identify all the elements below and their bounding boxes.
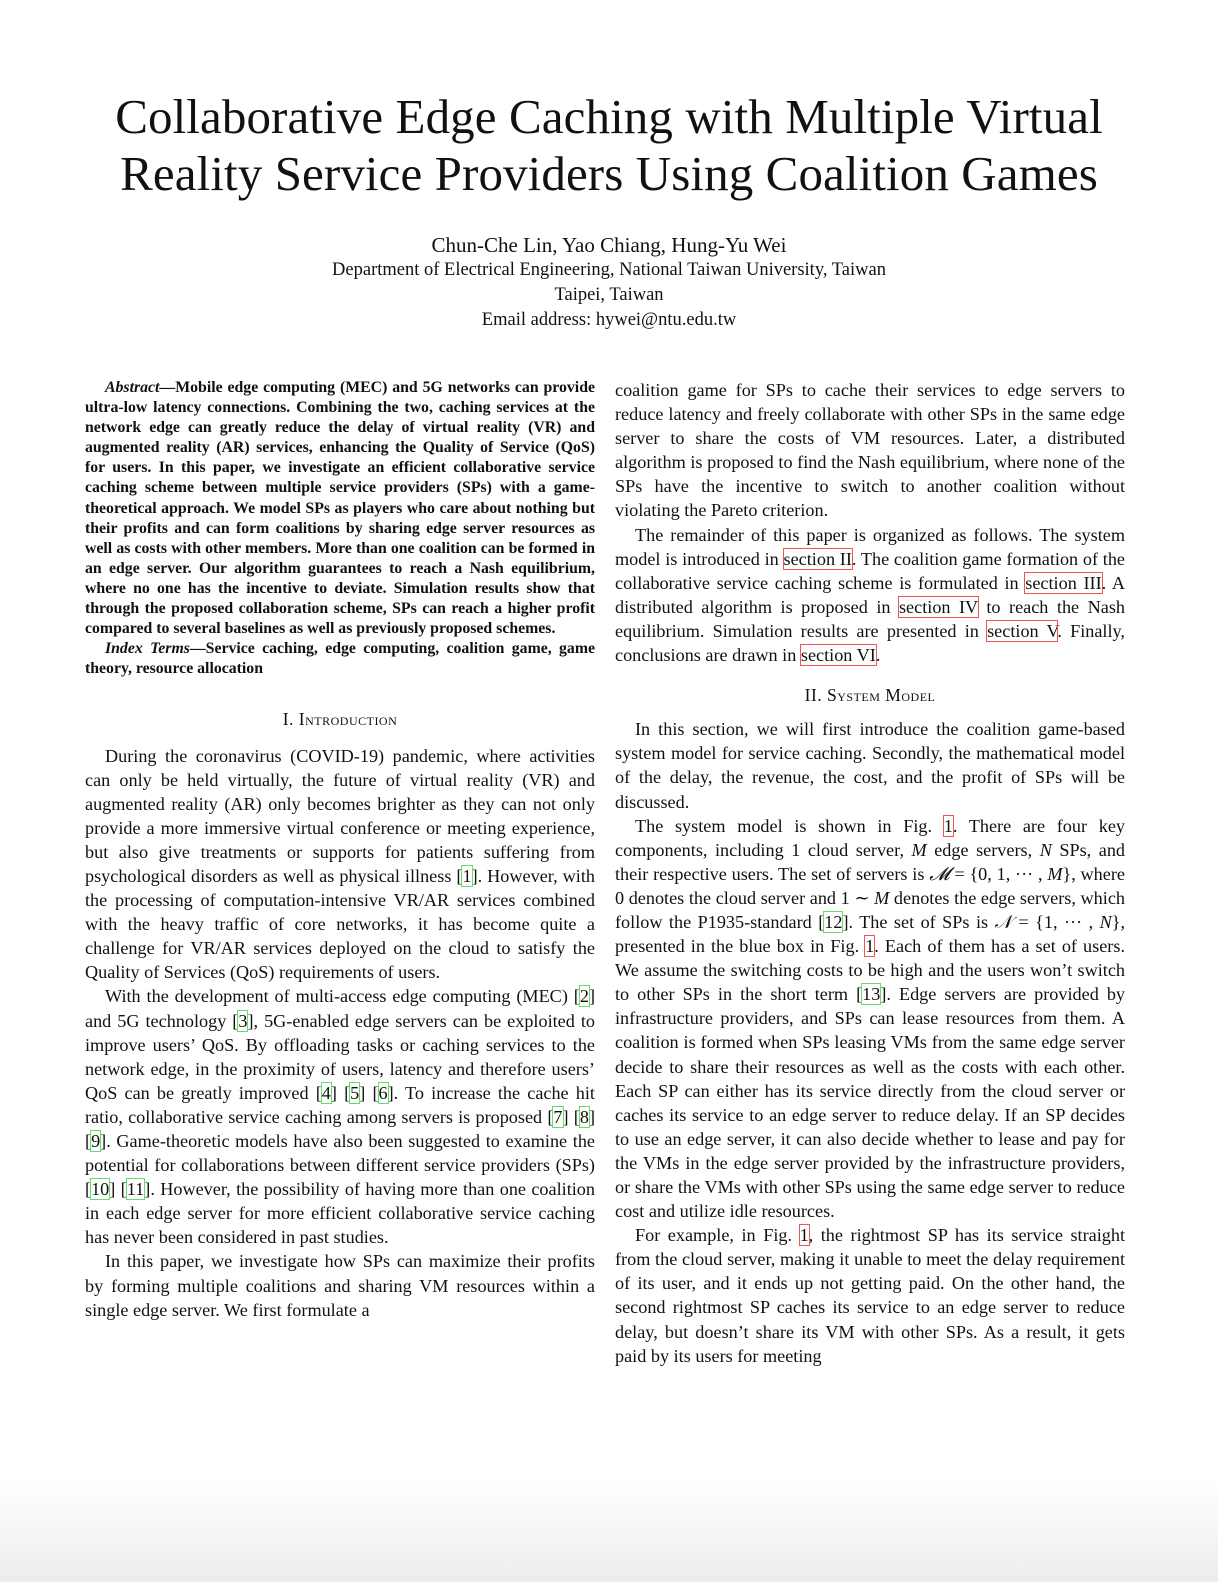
abstract-paragraph [85,378,595,639]
index-terms-label: Index Terms [105,640,190,658]
citation-link[interactable]: 12 [824,911,843,932]
figure-link[interactable]: 1 [799,1225,809,1246]
intro-continuation: coalition game for SPs to cache their services to edge servers to reduce latency and freely collaborate with other SPs in the same edge server to share the costs of VM resources. Later, a distributed algorithm is proposed to find the Nash equilibrium, where none of the SPs have the incentive to switch to another coalition without violating the Pareto criterion. [615,380,1125,521]
citation-link[interactable]: 11 [126,1179,145,1200]
paper-title [60,88,1158,202]
section-link-v[interactable]: section V [987,620,1058,641]
intro-paragraph-1: During the coronavirus (COVID-19) pandemic, where activities can only be held virtually, the future of virtual reality (VR) and augmented reality (AR) only becomes brighter as they can not only provide a more immersive virtual conference or meeting experience, but also give treatments or supports for patients suffering from psychological disorders as well as physical illness [1]. However, with the processing of computation-intensive VR/AR services combined with the heavy traffic of core networks, it has become quite a challenge for VR/AR services deployed on the cloud to satisfy the Quality of Services (QoS) requirements of users. [85,745,595,983]
affiliation: Department of Electrical Engineering, National Taiwan University, Taiwan [332,260,886,280]
system-model-paragraph-1: In this section, we will first introduce the coalition game-based system model for service caching. Secondly, the mathematical model of the delay, the revenue, the cost, and the profit of SPs will be discussed. [615,719,1125,812]
section-link-iii[interactable]: section III [1025,572,1102,593]
index-terms-text: —Service caching, edge computing, coalition game, game theory, resource allocation [85,640,595,678]
title-line-2: Reality Service Providers Using Coalition Games [120,146,1098,201]
citation-link[interactable]: 1 [462,865,472,886]
citation-link[interactable]: 6 [378,1082,388,1103]
author-names: Chun-Che Lin, Yao Chiang, Hung-Yu Wei [431,233,787,257]
section-link-vi[interactable]: section VI [800,645,876,666]
citation-link[interactable]: 10 [91,1179,110,1200]
citation-link[interactable]: 13 [862,984,881,1005]
system-model-paragraph-3: For example, in Fig. 1, the rightmost SP has its service straight from the cloud server, making it unable to meet the delay requirement of its user, and it ends up not getting paid. On the other hand, the second rightmost SP caches its service to an edge server to reduce delay, but doesn’t share its VM with other SPs. As a result, it gets paid by its users for meeting [615,1225,1125,1366]
section-link-iv[interactable]: section IV [898,596,978,617]
citation-link[interactable]: 3 [238,1010,248,1031]
email: Email address: hywei@ntu.edu.tw [481,310,737,330]
citation-link[interactable]: 9 [91,1131,101,1151]
citation-link[interactable]: 8 [579,1106,589,1127]
section-heading-system-model: II. System Model [804,685,936,706]
author-block [0,232,1218,333]
index-terms [85,639,595,679]
figure-link[interactable]: 1 [943,815,953,836]
figure-link[interactable]: 1 [865,936,875,957]
organization-paragraph: The remainder of this paper is organized as follows. The system model is introduced in section II. The coalition game formation of the collaborative service caching scheme is formulated in section III. A distributed algorithm is proposed in section IV to reach the Nash equilibrium. Simulation results are presented in section V. Finally, conclusions are drawn in section VI. [615,524,1126,666]
abstract [85,378,595,679]
intro-paragraph-3: In this paper, we investigate how SPs can maximize their profits by forming multiple coalitions and sharing VM resources within a single edge server. We first formulate a [85,1251,595,1320]
citation-link[interactable]: 5 [350,1082,360,1103]
abstract-text: —Mobile edge computing (MEC) and 5G networks can provide ultra-low latency connections. Combining the two, caching services at the network edge can greatly reduce the delay of virtual reality (VR) and augmented reality (AR) services, enhancing the Quality of Service (QoS) for users. In this paper, we investigate an efficient collaborative service caching scheme between multiple service providers (SPs) with a game-theoretical approach. We model SPs as players who care about nothing but their profits and can form coalitions by sharing edge server resources as well as costs with other members. More than one coalition can be formed in an edge server. Our algorithm guarantees to reach a Nash equilibrium, where no one has the incentive to deviate. Simulation results show that through the proposed collaboration scheme, SPs can reach a higher profit compared to several baselines as well as previously proposed schemes. [85,379,595,638]
section-link-ii[interactable]: section II [783,548,852,569]
citation-link[interactable]: 7 [553,1106,563,1127]
title-line-1: Collaborative Edge Caching with Multiple Virtual [115,89,1103,144]
right-column [615,378,1125,1368]
intro-paragraph-2: With the development of multi-access edge computing (MEC) [2] and 5G technology [3], 5G-enabled edge servers can be exploited to improve users’ QoS. By offloading tasks or caching services to the network edge, in the proximity of users, latency and therefore users’ QoS can be greatly improved [4] [5] [6]. To increase the cache hit ratio, collaborative service caching among servers is proposed [7] [8] [9]. Game-theoretic models have also been suggested to examine the potential for collaborations between different service providers (SPs) [10] [11]. However, the possibility of having more than one coalition in each edge server for more efficient collaborative service caching has never been considered in past studies. [85,986,596,1248]
abstract-label: Abstract [105,379,160,396]
citation-link[interactable]: 4 [321,1082,331,1103]
left-column [85,378,595,1322]
citation-link[interactable]: 2 [579,986,589,1007]
system-model-paragraph-2: The system model is shown in Fig. 1. There are four key components, including 1 cloud server, M edge servers, N SPs, and their respective users. The set of servers is 𝓜 = {0, 1, ··· , M}, where 0 denotes the cloud server and 1 ∼ M denotes the edge servers, which follow the P1935-standard [12]. The set of SPs is 𝒩 = {1, ··· , N}, presented in the blue box in Fig. 1. Each of them has a set of users. We assume the switching costs to be high and the users won’t switch to other SPs in the short term [13]. Edge servers are provided by infrastructure providers, and SPs can lease resources from them. A coalition is formed when SPs leasing VMs from the same edge server decide to share their resources as well as the costs with each other. Each SP can either has its service directly from the cloud server or caches its service to an edge server to reduce delay. If an SP decides to use an edge server, it can also decide whether to lease and pay for the VMs in the edge server provided by the infrastructure providers, or share the VMs with other SPs using the same edge server to reduce cost and utilize idle resources. [615,815,1126,1222]
location: Taipei, Taiwan [554,285,664,305]
section-heading-introduction: I. Introduction [282,709,398,730]
